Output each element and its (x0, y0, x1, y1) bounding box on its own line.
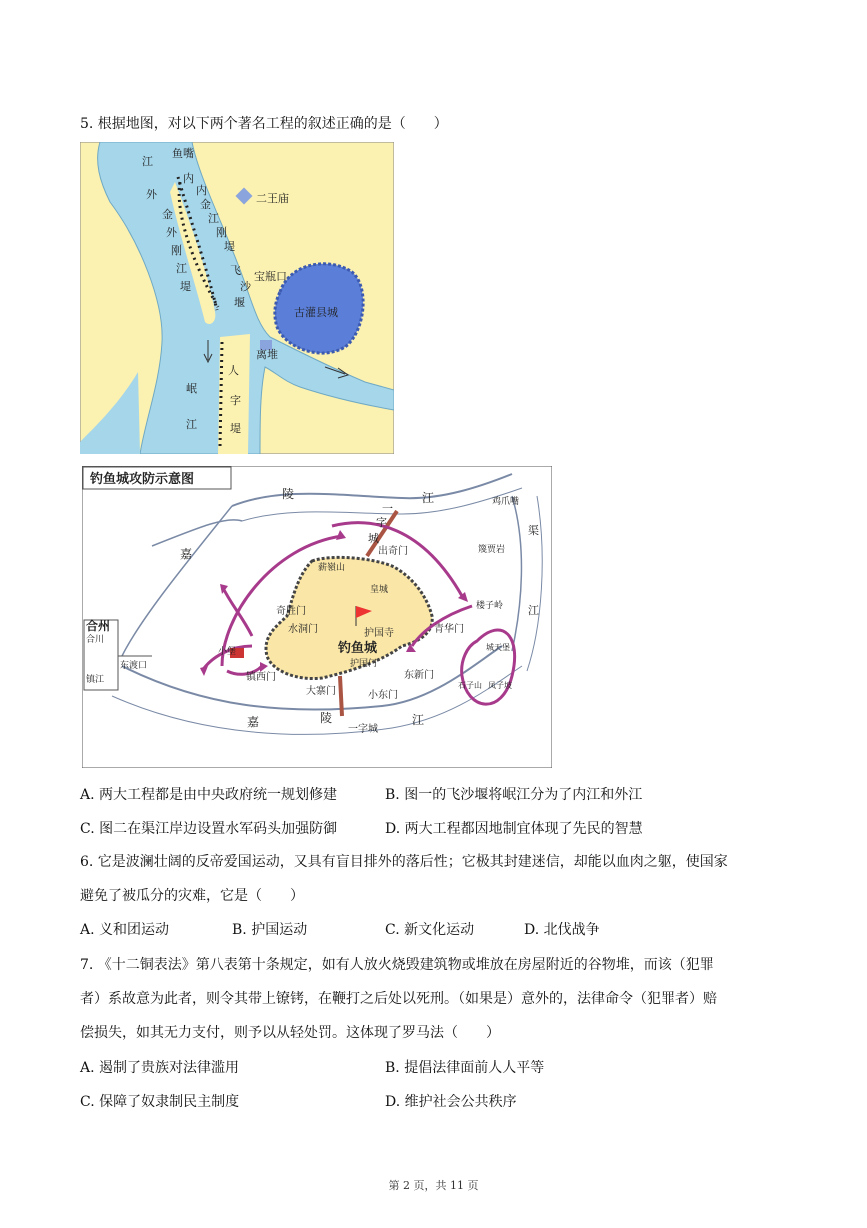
label-wai2: 外 (166, 226, 177, 239)
label-gang1: 刚 (216, 226, 227, 239)
map2-title: 钓鱼城攻防示意图 (90, 472, 195, 487)
q6-stem-line1: 6. 它是波澜壮阔的反帝爱国运动，又具有盲目排外的落后性；它极其封建迷信，却能以血肉之躯，使国家 (80, 854, 728, 870)
m2-hechuan: 合川 (86, 635, 105, 645)
m2-jia1: 嘉 (180, 547, 193, 561)
label-jin1: 金 (200, 198, 211, 211)
page-footer: 第 2 页，共 11 页 (388, 1179, 479, 1192)
m2-ling2: 陵 (320, 711, 333, 725)
label-zi: 字 (230, 394, 241, 407)
m2-dazhaimen: 大寨门 (306, 686, 336, 697)
label-jin2: 金 (162, 208, 173, 221)
q7-option-b[interactable]: B. 提倡法律面前人人平等 (385, 1060, 545, 1076)
m2-shiziyan: 石子山 (458, 681, 482, 690)
m2-jiang2: 江 (412, 713, 425, 727)
label-yuzui: 鱼嘴 (172, 147, 194, 160)
m2-xiaodongmen: 小东门 (368, 690, 398, 701)
m2-dongxinmen: 东新门 (404, 670, 434, 681)
m2-cheng: 城 (368, 532, 379, 545)
label-erwangmiao: 二王庙 (256, 192, 289, 205)
m2-ling1: 陵 (282, 487, 295, 501)
m2-zi: 字 (376, 516, 387, 529)
dujiangyan-map (80, 142, 394, 454)
label-ren: 人 (228, 364, 239, 377)
q5-option-d[interactable]: D. 两大工程都因地制宜体现了先民的智慧 (385, 821, 643, 837)
label-baopingkou: 宝瓶口 (254, 270, 287, 283)
diaoyucheng-map (82, 466, 552, 768)
m2-zhenjiang: 镇江 (86, 675, 105, 685)
label-lidui: 离堆 (256, 348, 278, 361)
m2-louziling: 楼子岭 (476, 601, 504, 611)
label-yan: 堰 (234, 296, 245, 309)
q6-option-a[interactable]: A. 义和团运动 (80, 922, 170, 938)
q7-option-d[interactable]: D. 维护社会公共秩序 (385, 1094, 517, 1110)
m2-shuidongmen: 水洞门 (288, 624, 318, 635)
label-jiang: 江 (142, 155, 153, 168)
q6-stem-line2: 避免了被瓜分的灾难，它是（ ） (80, 888, 304, 904)
m2-huguosi: 护国寺 (364, 628, 394, 639)
q7-option-c[interactable]: C. 保障了奴隶制民主制度 (80, 1094, 240, 1110)
m2-jiang1: 江 (422, 491, 435, 505)
label-wai: 外 (146, 188, 157, 201)
m2-xiaobao: 小堡 (218, 647, 237, 657)
q6-option-c[interactable]: C. 新文化运动 (385, 922, 475, 938)
m2-jigongzui: 鸡爪嘴 (492, 497, 520, 507)
m2-huguomen: 护国门 (350, 659, 378, 669)
m2-dongjinkou: 东渡口 (120, 661, 148, 671)
label-di1: 堤 (224, 240, 235, 253)
m2-fengzipo: 凤子坡 (488, 681, 512, 690)
m2-yi: 一 (382, 502, 393, 515)
m2-jia2: 嘉 (247, 715, 260, 729)
m2-zhenximen: 镇西门 (246, 672, 276, 683)
label-di3: 堤 (230, 422, 241, 435)
label-jiang3: 江 (176, 262, 187, 275)
q5-option-b[interactable]: B. 图一的飞沙堰将岷江分为了内江和外江 (385, 787, 643, 803)
label-gang2: 刚 (171, 244, 182, 257)
q5-option-c[interactable]: C. 图二在渠江岸边设置水军码头加强防御 (80, 821, 338, 837)
m2-xinmianshan: 薪嶺山 (318, 563, 346, 573)
m2-jiang3: 江 (528, 604, 539, 617)
label-di2: 堤 (180, 280, 191, 293)
q7-stem-line2: 者）系故意为此者，则令其带上镣铐，在鞭打之后处以死刑。（如果是）意外的，法律命令（犯罪者）赔 (80, 991, 717, 1007)
m2-zijiang: 渠 (528, 524, 539, 537)
q6-option-b[interactable]: B. 护国运动 (232, 922, 308, 938)
m2-heshan: 合州 (86, 619, 111, 633)
m2-qishengmen: 奇胜门 (276, 606, 306, 617)
label-jiang2: 江 (208, 212, 219, 225)
q7-stem-line3: 偿损失，如其无力支付，则予以从轻处罚。这体现了罗马法（ ） (80, 1025, 500, 1041)
q5-option-a[interactable]: A. 两大工程都是由中央政府统一规划修建 (80, 787, 338, 803)
m2-yizicheng: 一字城 (348, 724, 378, 735)
m2-chuqimen: 出奇门 (378, 546, 408, 557)
label-min: 岷 (186, 382, 197, 395)
m2-jipuyan: 篾贾岩 (478, 545, 506, 555)
m2-diaoyucheng: 钓鱼城 (338, 641, 378, 656)
q7-stem-line1: 7. 《十二铜表法》第八表第十条规定，如有人放火烧毁建筑物或堆放在房屋附近的谷物堆，而该（犯罪 (80, 957, 714, 973)
label-nei1: 内 (183, 172, 194, 185)
q6-option-d[interactable]: D. 北伐战争 (524, 922, 600, 938)
label-sha: 沙 (240, 280, 251, 293)
q5-stem: 5. 根据地图，对以下两个著名工程的叙述正确的是（ ） (80, 116, 448, 132)
q7-option-a[interactable]: A. 遏制了贵族对法律滥用 (80, 1060, 240, 1076)
label-guguanxiancheng: 古灌县城 (294, 306, 338, 319)
label-nei2: 内 (196, 184, 207, 197)
m2-qinghuamen: 青华门 (434, 624, 464, 635)
label-jiang4: 江 (186, 418, 197, 431)
m2-chengtianbao: 城天堡 (486, 643, 510, 652)
label-fei: 飞 (230, 264, 241, 277)
m2-huangcheng: 皇城 (370, 585, 389, 595)
